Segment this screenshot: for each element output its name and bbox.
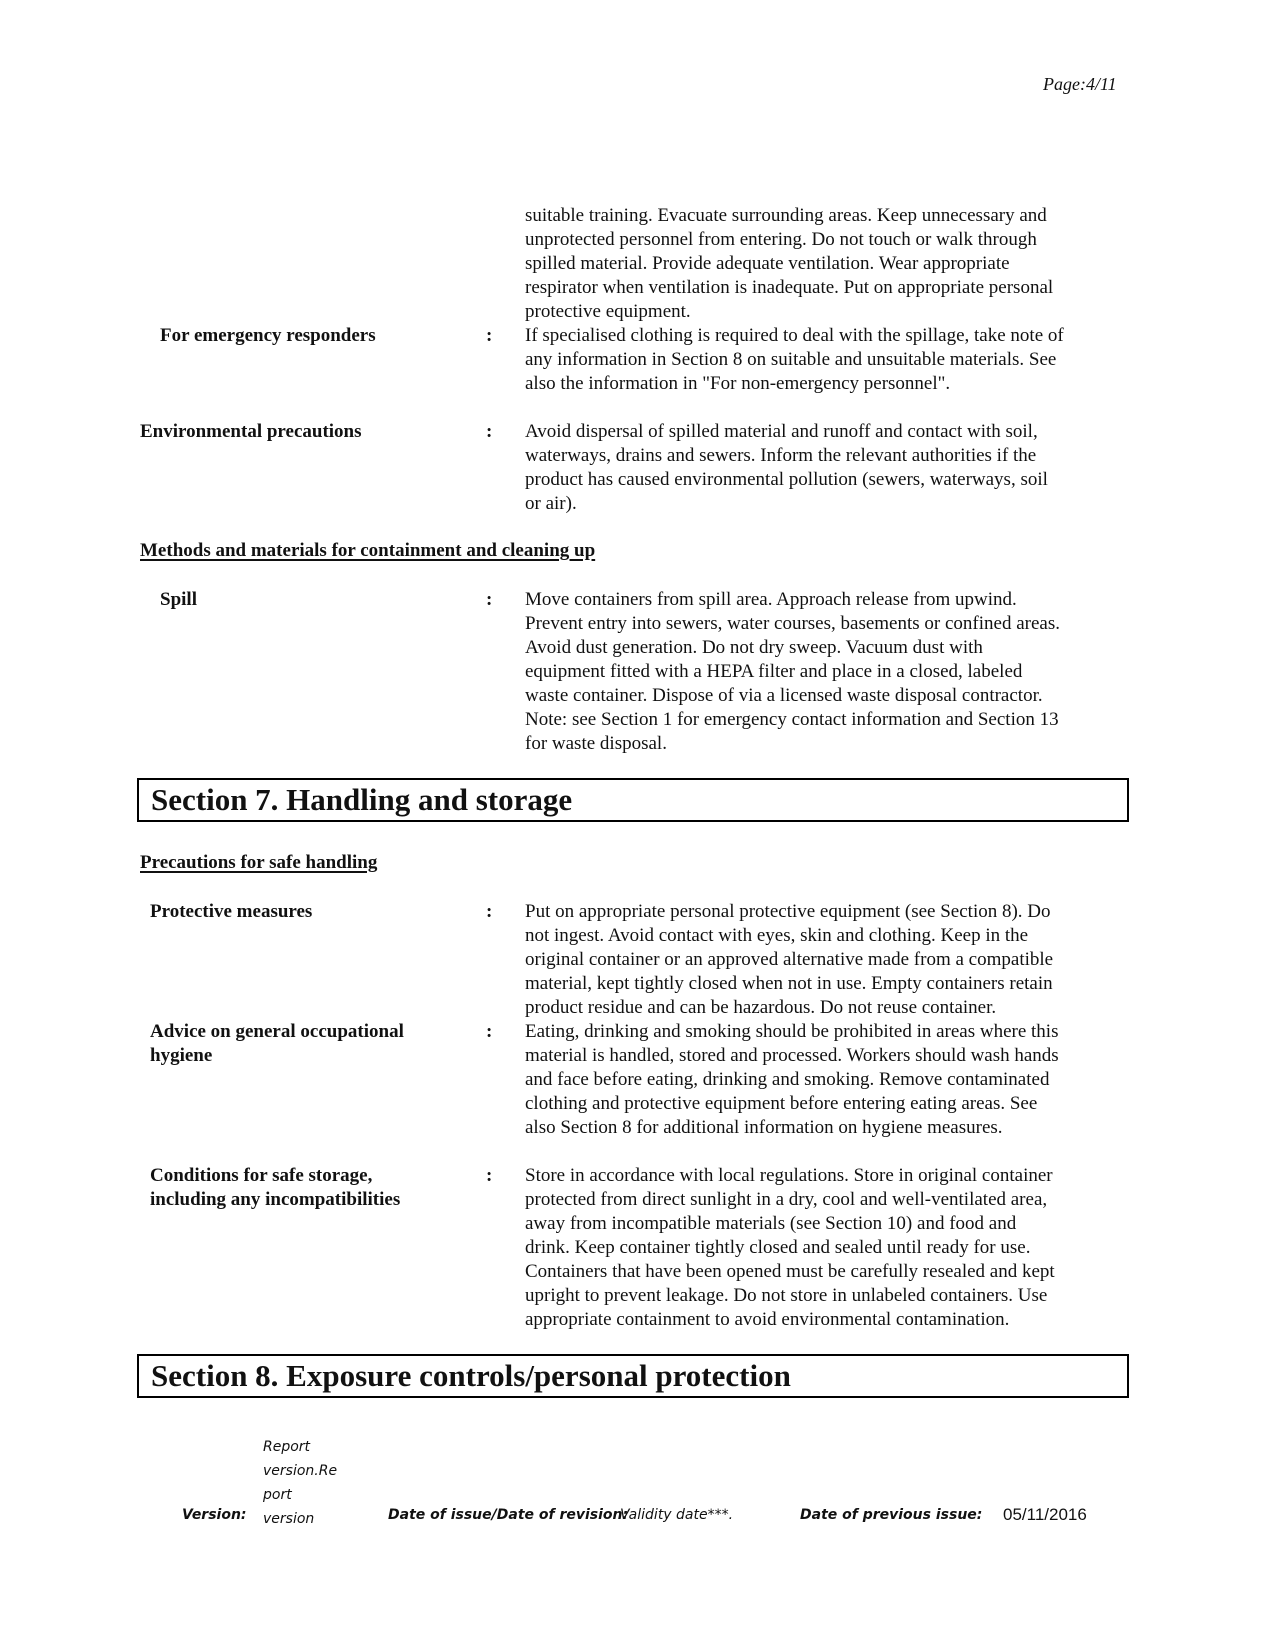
- environmental-precautions-label: Environmental precautions: [140, 421, 362, 442]
- protective-measures-text: Put on appropriate personal protective equipment (see Section 8). Do not ingest. Avoid contact with eyes, skin and clothing. Keep in the original container or an approved alternative made from a compatible material, kept tightly closed when not in use. Empty containers retain product residue and can be hazardous. Do not reuse container.: [525, 901, 1054, 1018]
- section-8-header: [137, 1354, 1129, 1398]
- section-7-header: [137, 778, 1129, 822]
- safe-storage-text: Store in accordance with local regulations. Store in original container protected from direct sunlight in a dry, cool and well-ventilated area, away from incompatible materials (see Section 10) and food and drink. Keep container tightly closed and sealed until ready for use. Containers that have been opened must be carefully resealed and kept upright to prevent leakage. Do not store in unlabeled containers. Use appropriate containment to avoid environmental contamination.: [525, 1165, 1055, 1330]
- field-colon: :: [486, 325, 493, 346]
- section-7-title: Section 7. Handling and storage: [151, 782, 573, 817]
- non-emergency-text: suitable training. Evacuate surrounding areas. Keep unnecessary and unprotected personnel from entering. Do not touch or walk through spilled material. Provide adequate ventilation. Wear appropriate respirator when ventilation is inadequate. Put on appropriate personal protective equipment.: [525, 205, 1054, 322]
- environmental-precautions-text: Avoid dispersal of spilled material and runoff and contact with soil, waterways, drains and sewers. Inform the relevant authorities if the product has caused environmental pollution (sewers, waterways, soil or air).: [525, 421, 1048, 514]
- precautions-safe-handling-heading: Precautions for safe handling: [140, 852, 378, 873]
- occupational-hygiene-text: Eating, drinking and smoking should be prohibited in areas where this material is handled, stored and processed. Workers should wash hands and face before eating, drinking and smoking. Remove contaminated clothing and protective equipment before entering eating areas. See also Section 8 for additional information on hygiene measures.: [525, 1021, 1059, 1138]
- date-of-previous-issue-label: Date of previous issue:: [800, 1507, 983, 1523]
- field-colon: :: [486, 1021, 493, 1042]
- field-colon: :: [486, 589, 493, 610]
- protective-measures-label: Protective measures: [150, 901, 313, 922]
- page-number: Page:4/11: [1043, 74, 1117, 94]
- page-footer: [0, 1435, 1275, 1535]
- version-value: Report version.Re port version: [263, 1439, 338, 1527]
- date-of-issue-label: Date of issue/Date of revision:: [388, 1507, 629, 1523]
- spill-text: Move containers from spill area. Approach release from upwind. Prevent entry into sewers, water courses, basements or confined areas. Avoid dust generation. Do not dry sweep. Vacuum dust with equipment fitted with a HEPA filter and place in a closed, labeled waste container. Dispose of via a licensed waste disposal contractor. Note: see Section 1 for emergency contact information and Section 13 for waste disposal.: [525, 589, 1060, 754]
- date-of-previous-issue-value: 05/11/2016: [1003, 1505, 1087, 1524]
- section-8-title: Section 8. Exposure controls/personal protection: [151, 1358, 791, 1393]
- safe-storage-label: Conditions for safe storage, including any incompatibilities: [150, 1165, 401, 1210]
- date-of-issue-value: Validity date***.: [620, 1507, 734, 1523]
- version-label: Version:: [182, 1507, 247, 1523]
- field-colon: :: [486, 901, 493, 922]
- field-colon: :: [486, 1165, 493, 1186]
- spill-label: Spill: [160, 589, 197, 610]
- emergency-responders-text: If specialised clothing is required to deal with the spillage, take note of any information in Section 8 on suitable and unsuitable materials. See also the information in "For non-emergency personnel".: [525, 325, 1064, 394]
- methods-containment-heading: Methods and materials for containment and cleaning up: [140, 540, 596, 561]
- field-colon: :: [486, 421, 493, 442]
- emergency-responders-label: For emergency responders: [160, 325, 376, 346]
- occupational-hygiene-label: Advice on general occupational hygiene: [150, 1021, 404, 1066]
